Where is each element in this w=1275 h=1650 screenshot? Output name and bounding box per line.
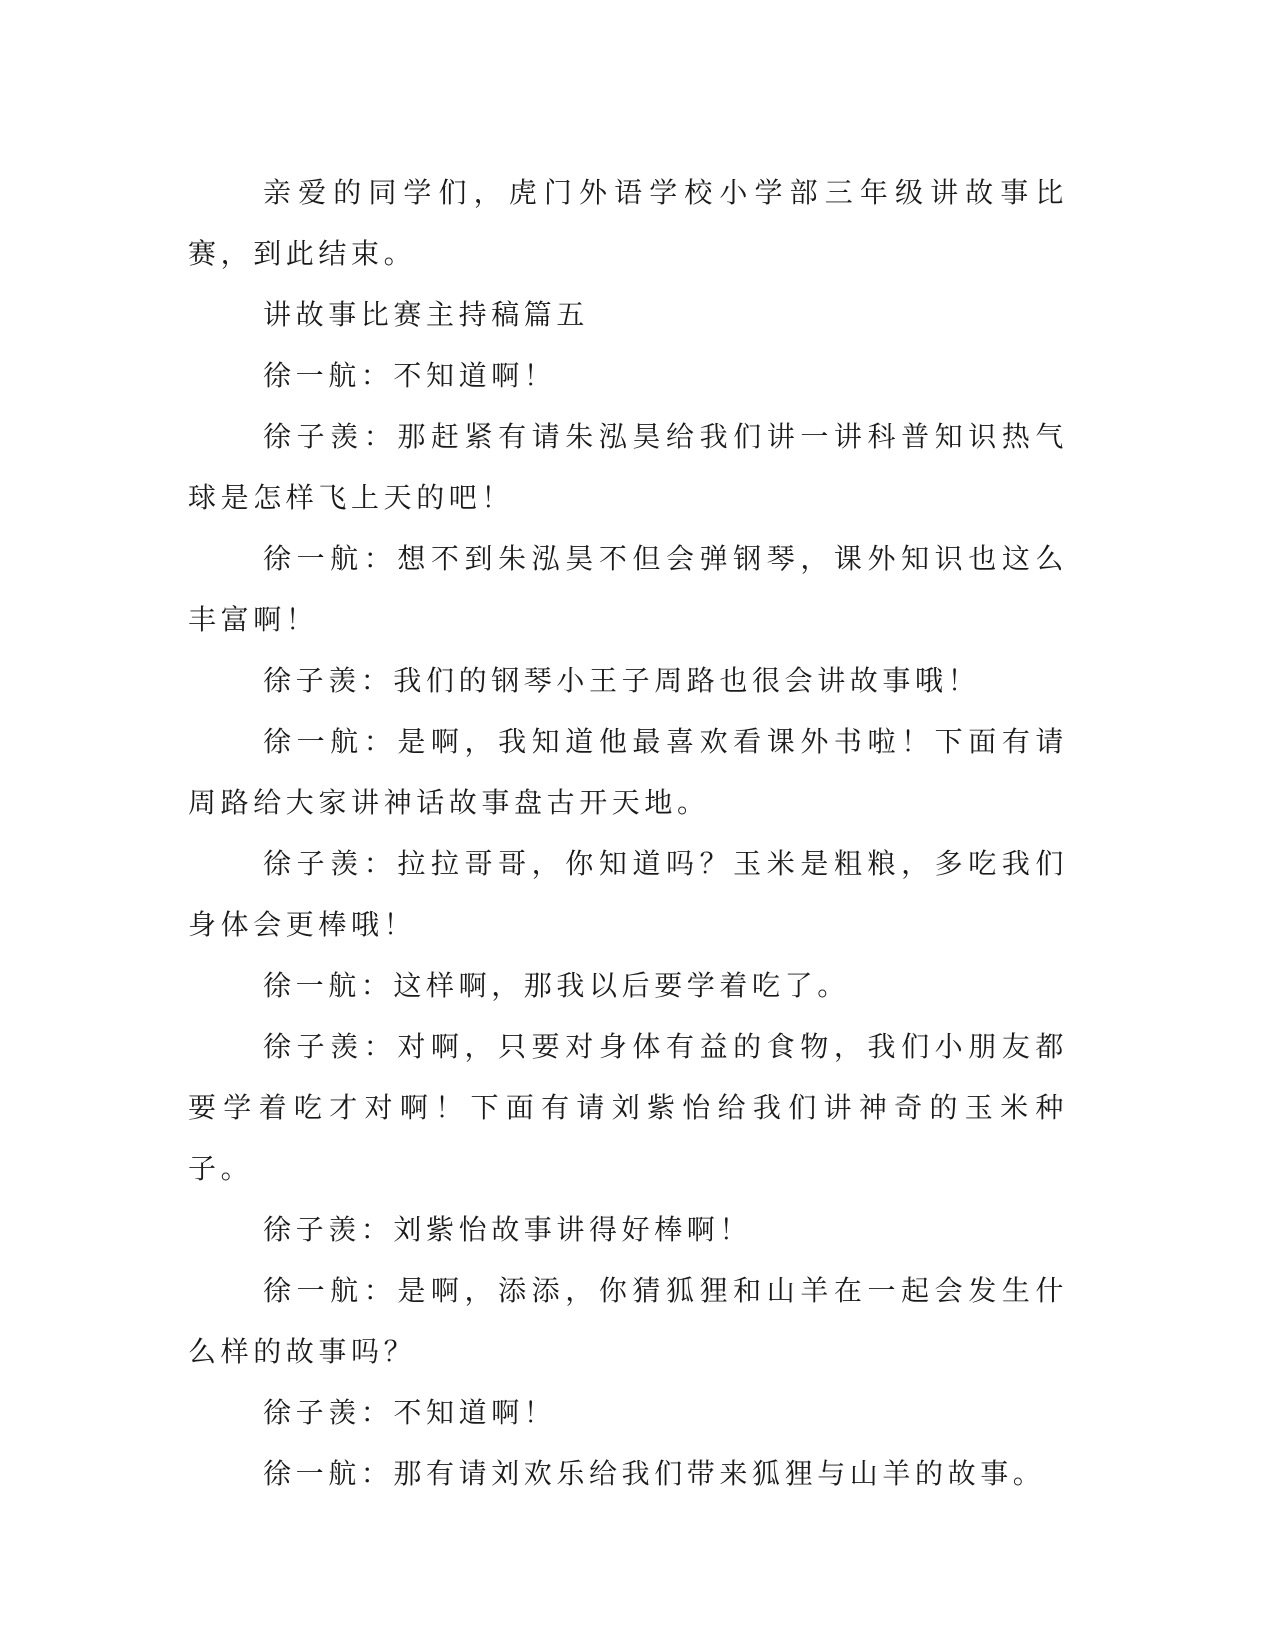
dialogue-line: 徐子羡：对啊，只要对身体有益的食物，我们小朋友都要学着吃才对啊！下面有请刘紫怡给我们讲神奇的玉米种子。 — [188, 1030, 1068, 1185]
dialogue-line: 徐一航：想不到朱泓昊不但会弹钢琴，课外知识也这么丰富啊！ — [188, 542, 1068, 636]
dialogue-line: 徐子羡：刘紫怡故事讲得好棒啊！ — [263, 1213, 753, 1246]
document-body — [188, 162, 1068, 1504]
dialogue-line: 徐一航：是啊，添添，你猜狐狸和山羊在一起会发生什么样的故事吗？ — [188, 1274, 1068, 1368]
dialogue-line: 徐一航：是啊，我知道他最喜欢看课外书啦！下面有请周路给大家讲神话故事盘古开天地。 — [188, 725, 1068, 819]
dialogue-line: 徐子羡：不知道啊！ — [263, 1396, 557, 1429]
dialogue-line: 徐一航：这样啊，那我以后要学着吃了。 — [263, 969, 850, 1002]
dialogue-line: 徐一航：那有请刘欢乐给我们带来狐狸与山羊的故事。 — [263, 1457, 1046, 1490]
dialogue-line: 徐子羡：我们的钢琴小王子周路也很会讲故事哦！ — [263, 664, 981, 697]
section-heading: 讲故事比赛主持稿篇五 — [263, 298, 590, 331]
dialogue-line: 徐子羡：那赶紧有请朱泓昊给我们讲一讲科普知识热气球是怎样飞上天的吧！ — [188, 420, 1068, 514]
dialogue-line: 徐子羡：拉拉哥哥，你知道吗？玉米是粗粮，多吃我们身体会更棒哦！ — [188, 847, 1068, 941]
dialogue-line: 徐一航：不知道啊！ — [263, 359, 557, 392]
paragraph-closing: 亲爱的同学们，虎门外语学校小学部三年级讲故事比赛，到此结束。 — [188, 176, 1068, 270]
